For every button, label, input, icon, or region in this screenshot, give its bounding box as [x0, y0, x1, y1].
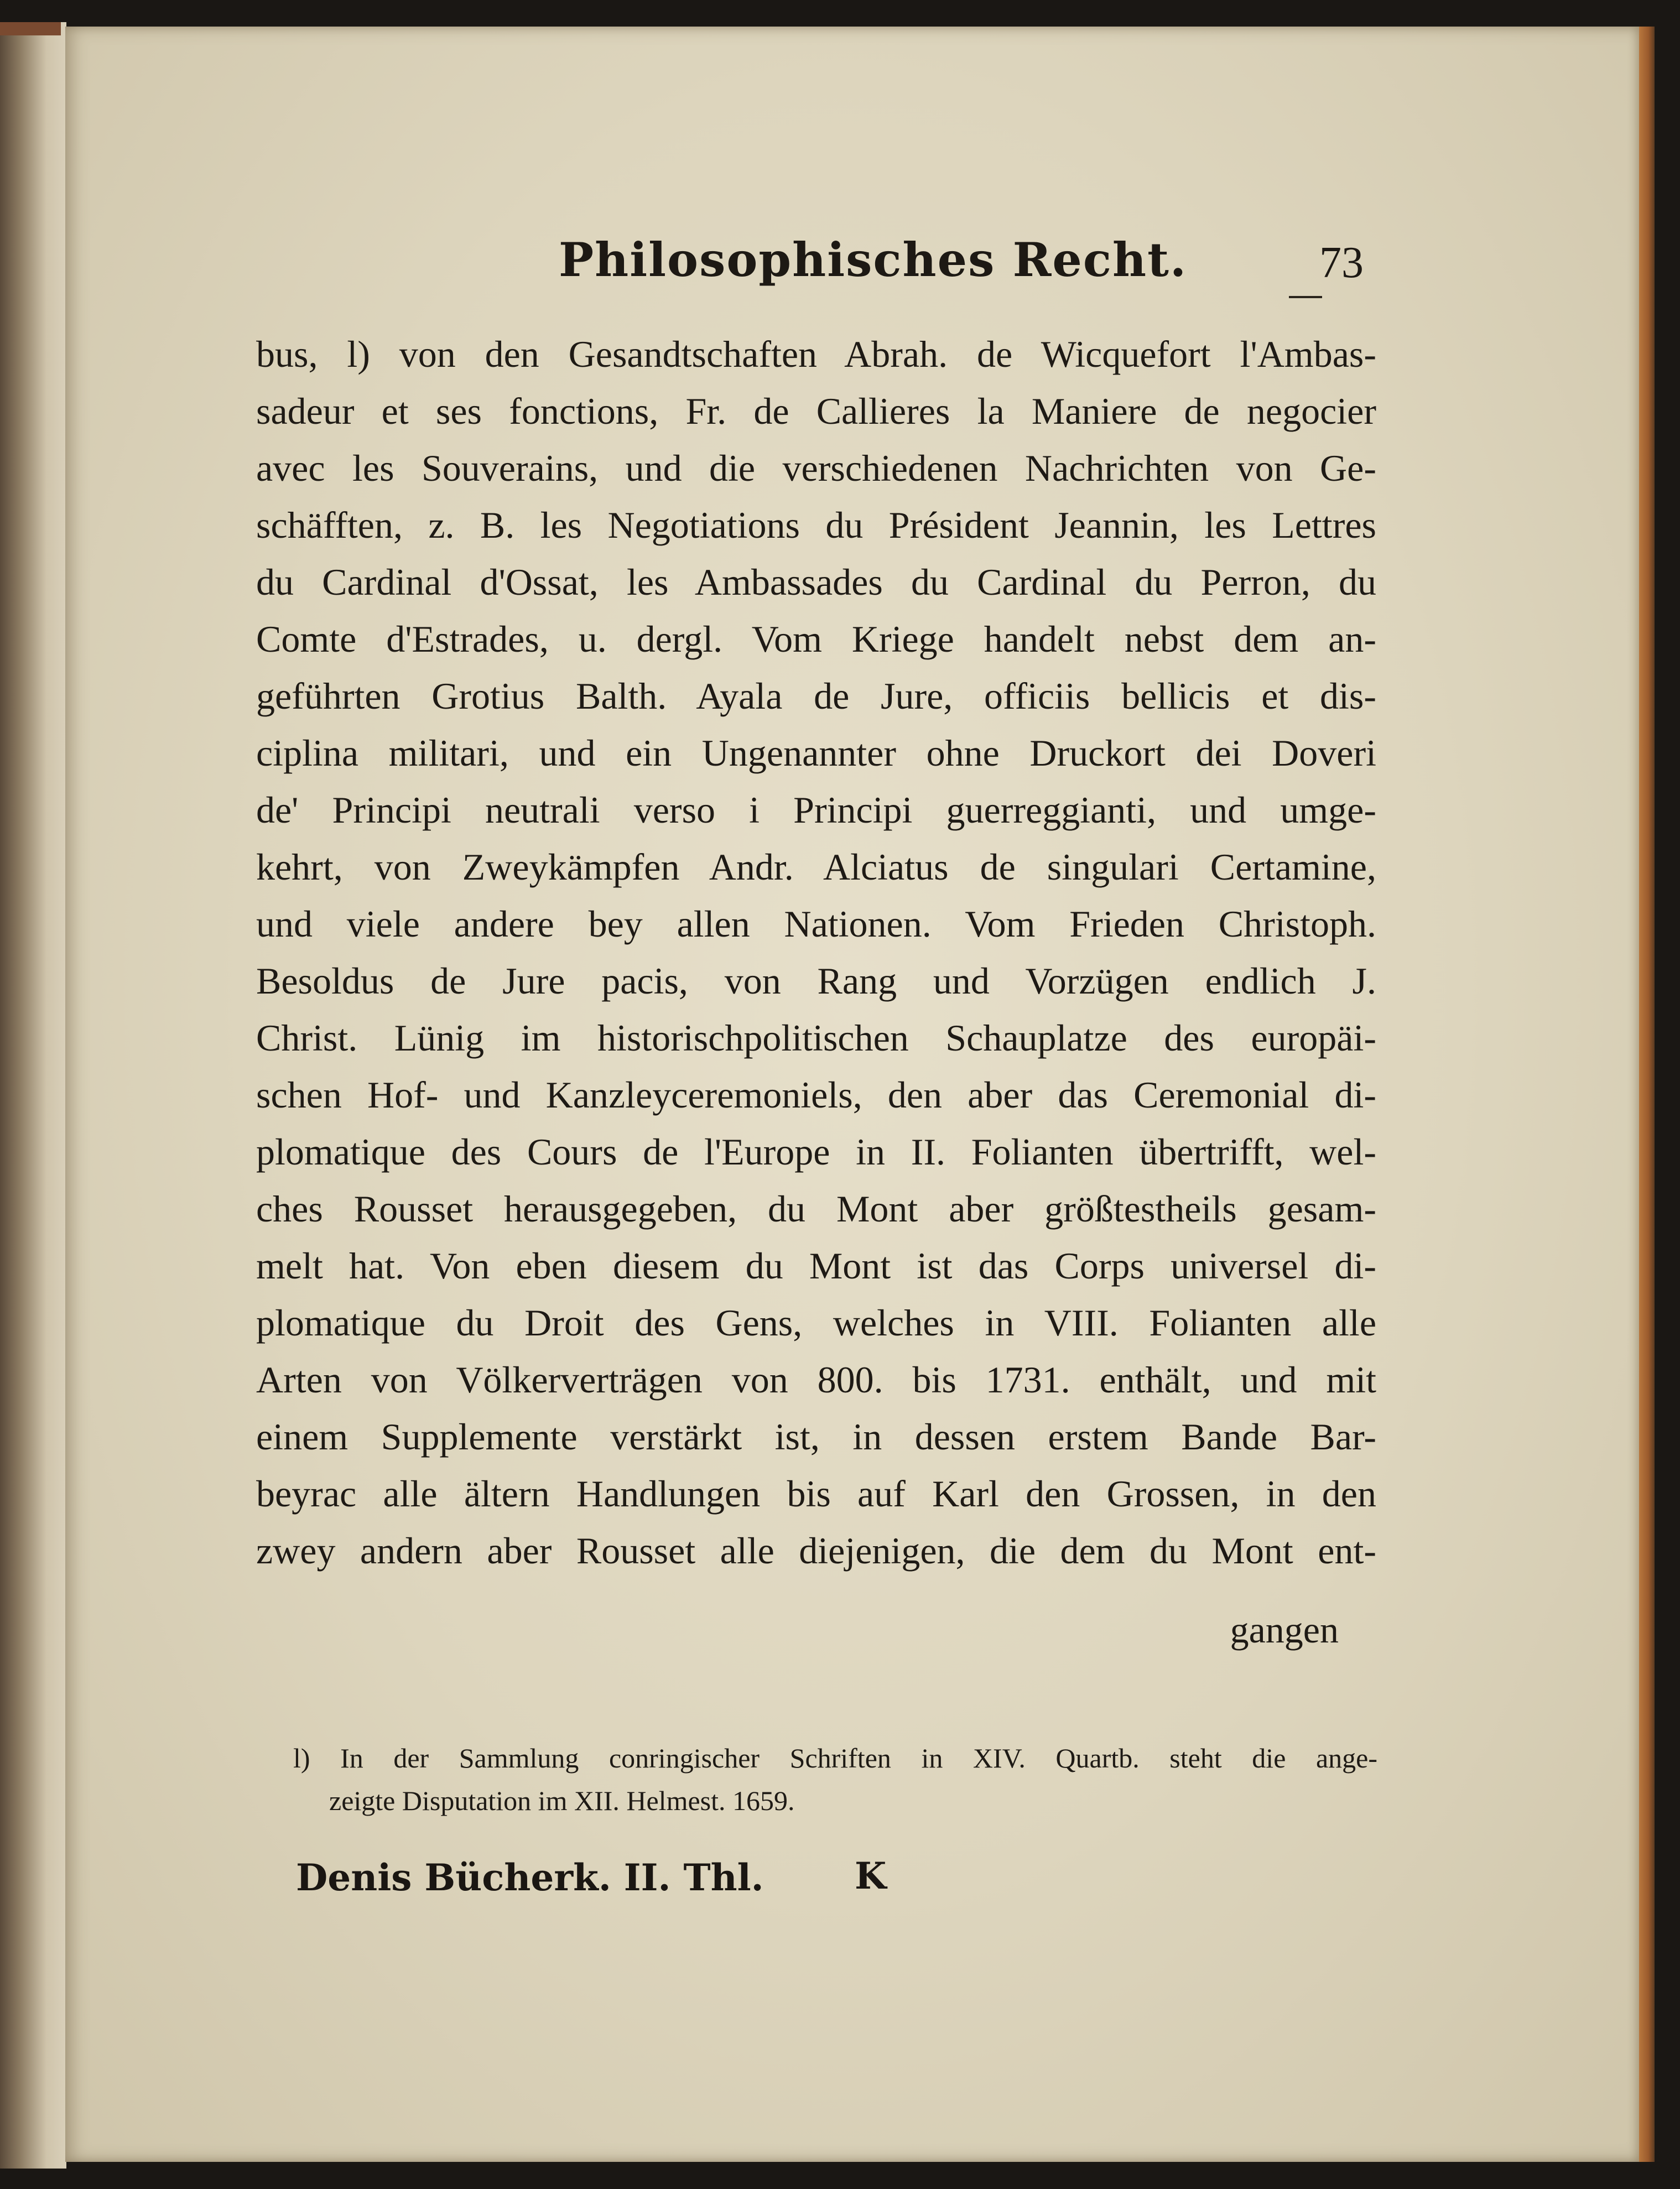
body-line-22: zwey andern aber Rousset alle diejenigen, die dem du Mont ent- [256, 1530, 1376, 1572]
sheet-signature-mark: K [855, 1854, 887, 1897]
body-line-4: schäfften, z. B. les Negotiations du Président Jeannin, les Lettres [256, 504, 1376, 546]
running-title: Philosophisches Recht. [559, 232, 1188, 287]
body-line-13: Christ. Lünig im historischpolitischen Schauplatze des europäi- [256, 1017, 1376, 1059]
body-line-18: plomatique du Droit des Gens, welches in VIII. Folianten alle [256, 1302, 1376, 1344]
body-line-3: avec les Souverains, und die verschiedenen Nachrichten von Ge- [256, 447, 1376, 489]
printer-signature: Denis Bücherk. II. Thl. [296, 1856, 764, 1899]
page-number: 73 [1319, 238, 1364, 287]
left-page-edge [0, 22, 66, 2169]
body-line-11: und viele andere bey allen Nationen. Vom Frieden Christoph. [256, 903, 1376, 945]
body-line-5: du Cardinal d'Ossat, les Ambassades du Cardinal du Perron, du [256, 561, 1376, 603]
body-line-7: geführten Grotius Balth. Ayala de Jure, officiis bellicis et dis- [256, 675, 1376, 717]
catchword: gangen [1230, 1609, 1339, 1651]
header-rule [1289, 296, 1322, 298]
body-line-14: schen Hof- und Kanzleyceremoniels, den aber das Ceremonial di- [256, 1074, 1376, 1116]
page-fore-edge [1639, 27, 1655, 2162]
body-line-16: ches Rousset herausgegeben, du Mont aber größtestheils gesam- [256, 1188, 1376, 1230]
body-line-2: sadeur et ses fonctions, Fr. de Callieres la Maniere de negocier [256, 390, 1376, 432]
body-line-19: Arten von Völkerverträgen von 800. bis 1731. enthält, und mit [256, 1359, 1376, 1401]
footnote-line-2: zeigte Disputation im XII. Helmest. 1659. [329, 1785, 795, 1816]
body-line-9: de' Principi neutrali verso i Principi guerreggianti, und umge- [256, 789, 1376, 831]
body-line-8: ciplina militari, und ein Ungenannter ohne Druckort dei Doveri [256, 732, 1376, 774]
body-line-17: melt hat. Von eben diesem du Mont ist das Corps universel di- [256, 1245, 1376, 1287]
body-line-6: Comte d'Estrades, u. dergl. Vom Kriege handelt nebst dem an- [256, 618, 1376, 660]
binding-spine [0, 22, 61, 35]
body-line-10: kehrt, von Zweykämpfen Andr. Alciatus de singulari Certamine, [256, 846, 1376, 888]
body-line-15: plomatique des Cours de l'Europe in II. Folianten übertrifft, wel- [256, 1131, 1376, 1173]
body-line-12: Besoldus de Jure pacis, von Rang und Vorzügen endlich J. [256, 960, 1376, 1002]
body-line-20: einem Supplemente verstärkt ist, in dessen erstem Bande Bar- [256, 1416, 1376, 1458]
body-line-1: bus, l) von den Gesandtschaften Abrah. de Wicquefort l'Ambas- [256, 333, 1376, 375]
footnote-line-1: l) In der Sammlung conringischer Schriften in XIV. Quartb. steht die ange- [293, 1743, 1377, 1774]
body-line-21: beyrac alle ältern Handlungen bis auf Karl den Grossen, in den [256, 1473, 1376, 1515]
